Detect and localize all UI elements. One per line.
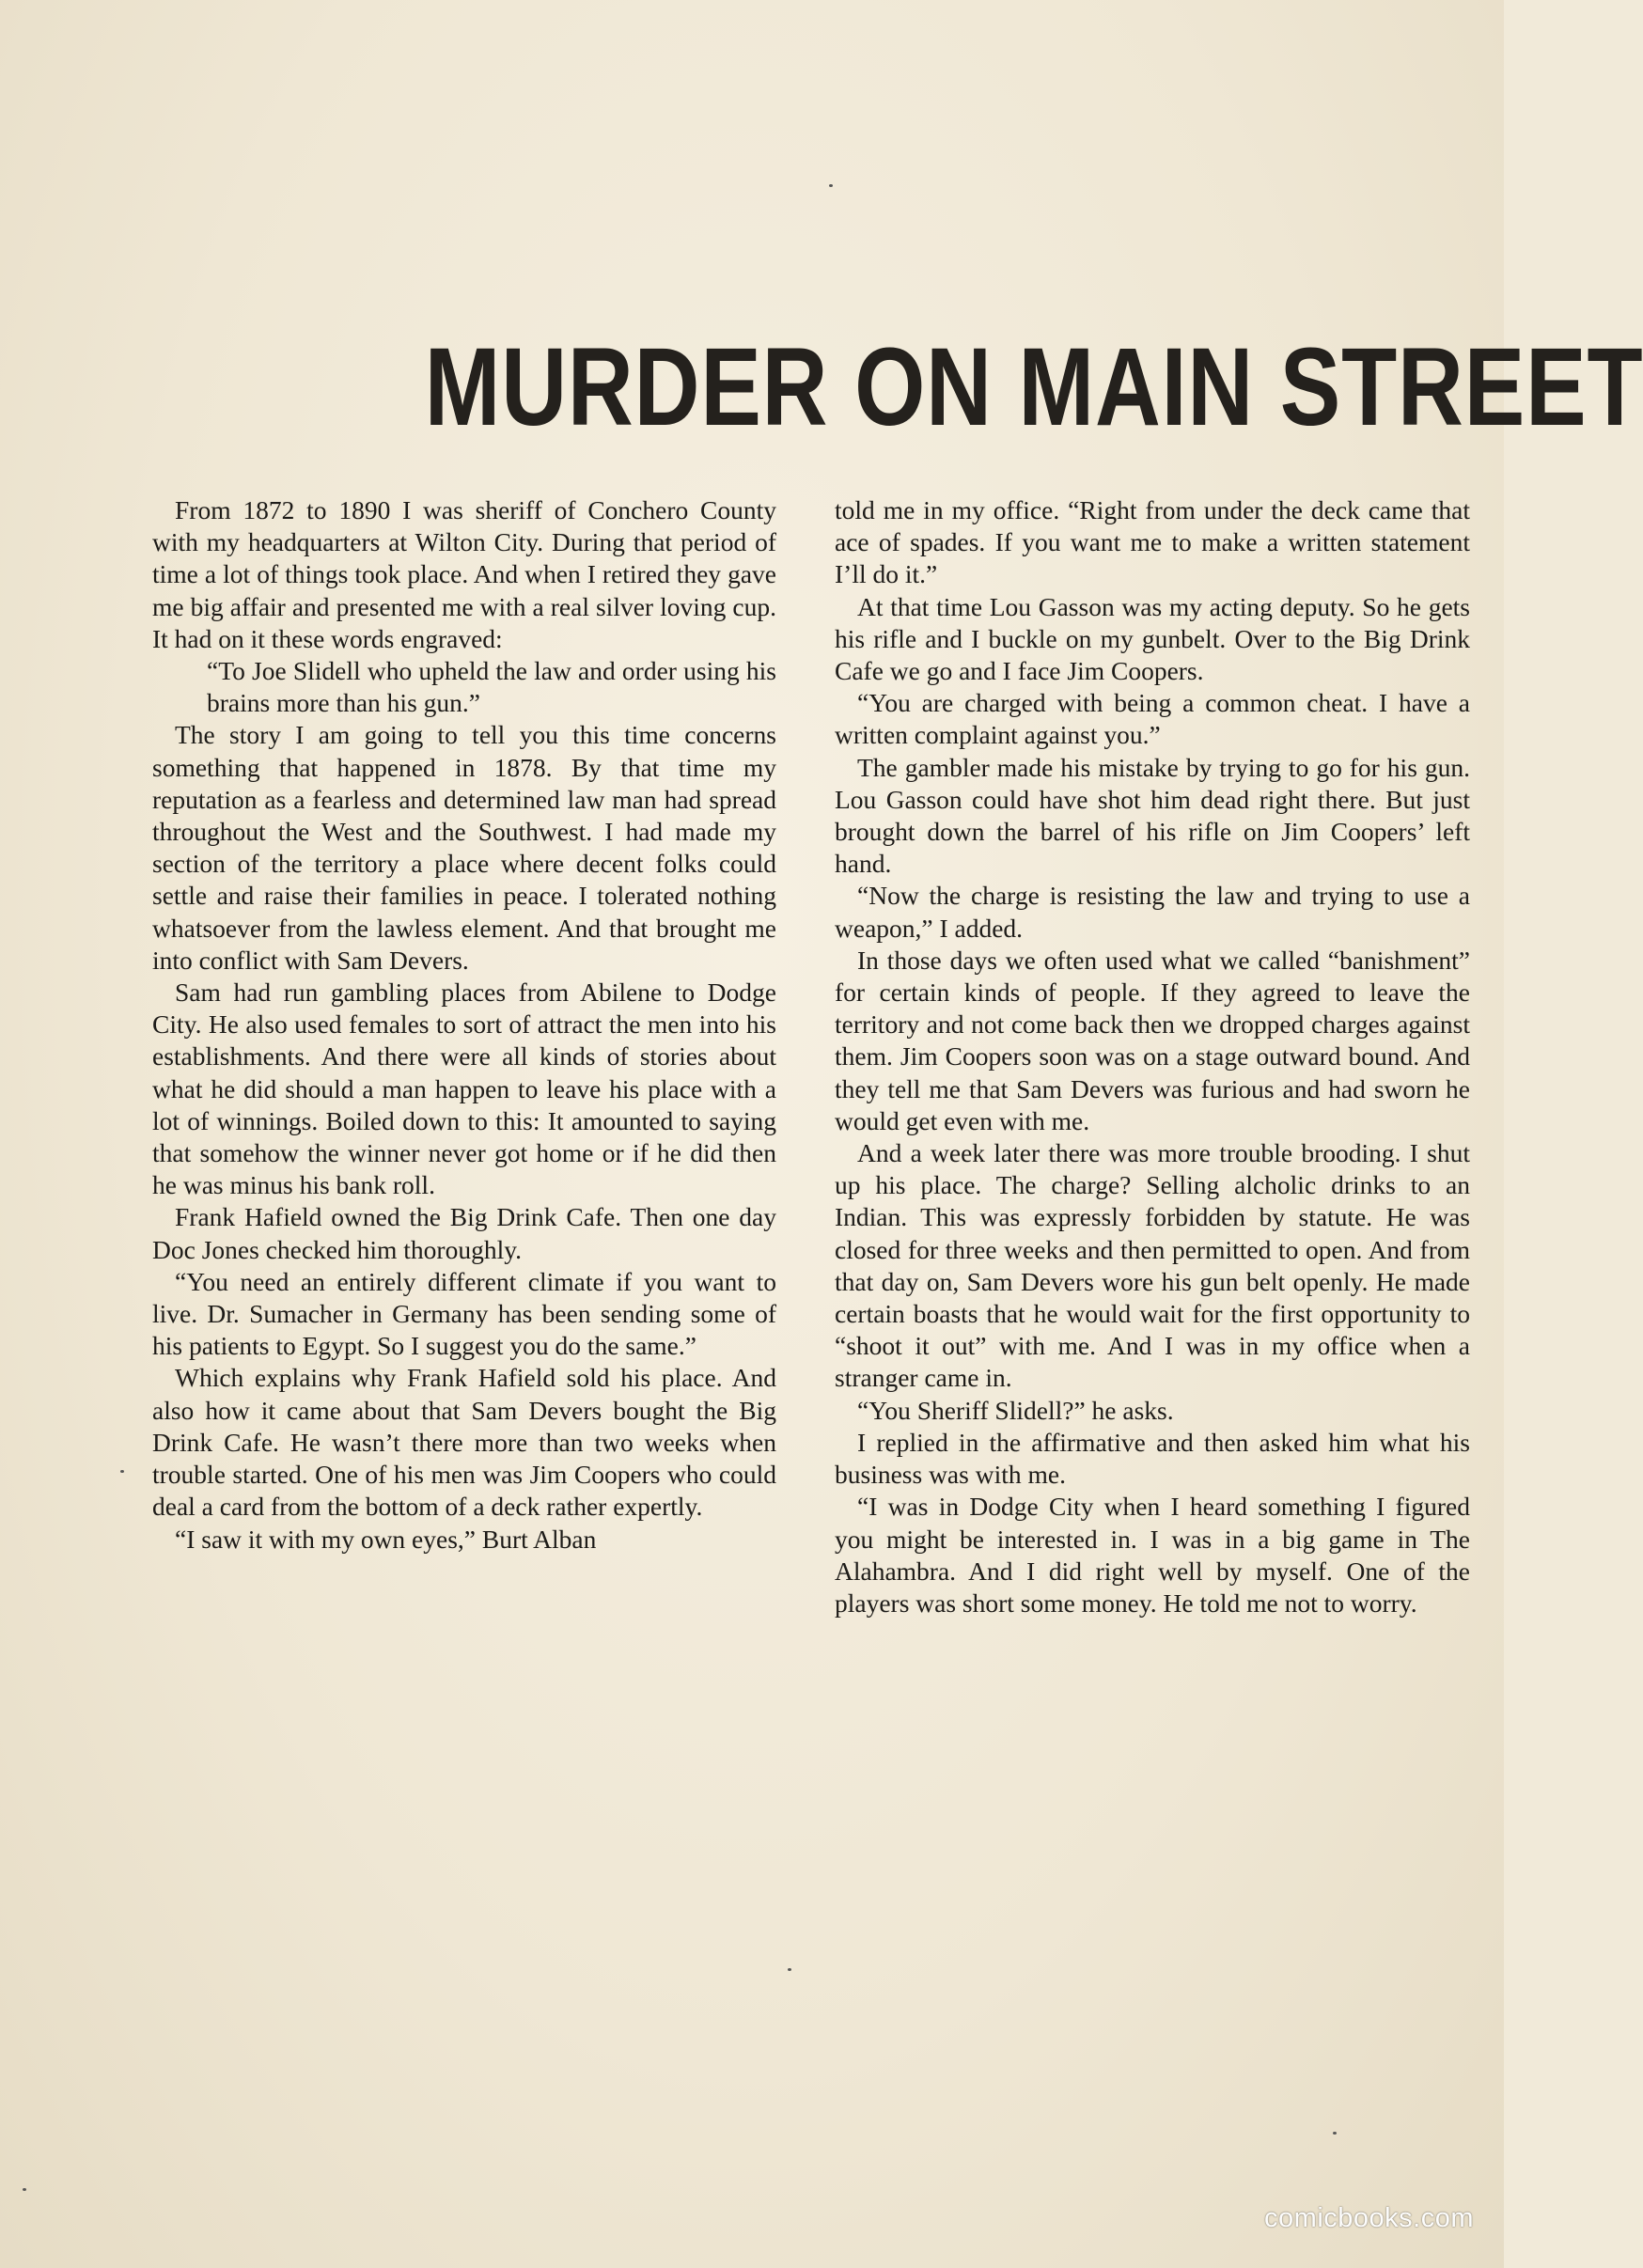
left-column bbox=[152, 494, 776, 1556]
paragraph: In those days we often used what we called “banishment” for certain kinds of people. If they agreed to leave the territory and not come back then we dropped charges against them. Jim Coopers soon was on a stage outward bound. And they tell me that Sam Devers was furious and had sworn he would get even with me. bbox=[835, 945, 1470, 1135]
paragraph: “You Sheriff Slidell?” he asks. bbox=[857, 1395, 1174, 1425]
paragraph: Which explains why Frank Hafield sold his place. And also how it came about that Sam Devers bought the Big Drink Cafe. He wasn’t there more than two weeks when trouble started. One of his men was Jim Coopers who could deal a card from the bottom of a deck rather expertly. bbox=[152, 1363, 776, 1522]
site-watermark: comicbooks.com bbox=[1264, 2203, 1474, 2233]
paragraph: “Now the charge is resisting the law and trying to use a weapon,” I added. bbox=[835, 881, 1470, 943]
paragraph: At that time Lou Gasson was my acting deputy. So he gets his rifle and I buckle on my gunbelt. Over to the Big Drink Cafe we go and I face Jim Coopers. bbox=[835, 591, 1470, 686]
paragraph: Frank Hafield owned the Big Drink Cafe. Then one day Doc Jones checked him thoroughly. bbox=[152, 1202, 776, 1264]
engraving-quote: “To Joe Slidell who upheld the law and order using his brains more than his gun.” bbox=[207, 656, 776, 718]
paragraph: The story I am going to tell you this time concerns something that happened in 1878. By that time my reputation as a fearless and determined law man had spread throughout the West and the Southwest. I had made my section of the territory a place where decent folks could settle and raise their families in peace. I tolerated nothing whatsoever from the lawless element. And that brought me into conflict with Sam Devers. bbox=[152, 720, 776, 975]
print-speck bbox=[120, 1470, 124, 1473]
paragraph: The gambler made his mistake by trying to go for his gun. Lou Gasson could have shot him dead right there. But just brought down the barrel of his rifle on Jim Coopers’ left hand. bbox=[835, 752, 1470, 879]
paragraph: “You need an entirely different climate if you want to live. Dr. Sumacher in Germany has been sending some of his patients to Egypt. So I suggest you do the same.” bbox=[152, 1266, 776, 1361]
paragraph: Sam had run gambling places from Abilene to Dodge City. He also used females to sort of attract the men into his establishments. And there were all kinds of stories about what he did should a man happen to leave his place with a lot of winnings. Boiled down to this: It amounted to saying that somehow the winner never got home or if he did then he was minus his bank roll. bbox=[152, 978, 776, 1200]
print-speck bbox=[1333, 2132, 1337, 2135]
print-speck bbox=[788, 1968, 791, 1971]
paragraph: “You are charged with being a common cheat. I have a written complaint against you.” bbox=[835, 688, 1470, 750]
right-column bbox=[835, 494, 1470, 1619]
paragraph: “I saw it with my own eyes,” Burt Alban bbox=[175, 1524, 597, 1554]
paragraph: From 1872 to 1890 I was sheriff of Conchero County with my headquarters at Wilton City. During that period of time a lot of things took place. And when I retired they gave me big affair and presented me with a real silver loving cup. It had on it these words engraved: bbox=[152, 495, 776, 653]
paragraph: “I was in Dodge City when I heard something I figured you might be interested in. I was in a big game in The Alahambra. And I did right well by myself. One of the players was short some money. He told me not to worry. bbox=[835, 1492, 1470, 1618]
print-speck bbox=[23, 2188, 26, 2191]
print-speck bbox=[829, 184, 833, 187]
paragraph: told me in my office. “Right from under the deck came that ace of spades. If you want me to make a written statement I’ll do it.” bbox=[835, 495, 1470, 589]
paragraph: I replied in the affirmative and then asked him what his business was with me. bbox=[835, 1427, 1470, 1490]
story-title: MURDER ON MAIN STREET bbox=[424, 325, 1643, 449]
paragraph: And a week later there was more trouble brooding. I shut up his place. The charge? Selling alcholic drinks to an Indian. This was expressly forbidden by statute. He was closed for three weeks and then permitted to open. And from that day on, Sam Devers wore his gun belt openly. He made certain boasts that he would wait for the first opportunity to “shoot it out” with me. And I was in my office when a stranger came in. bbox=[835, 1138, 1470, 1393]
